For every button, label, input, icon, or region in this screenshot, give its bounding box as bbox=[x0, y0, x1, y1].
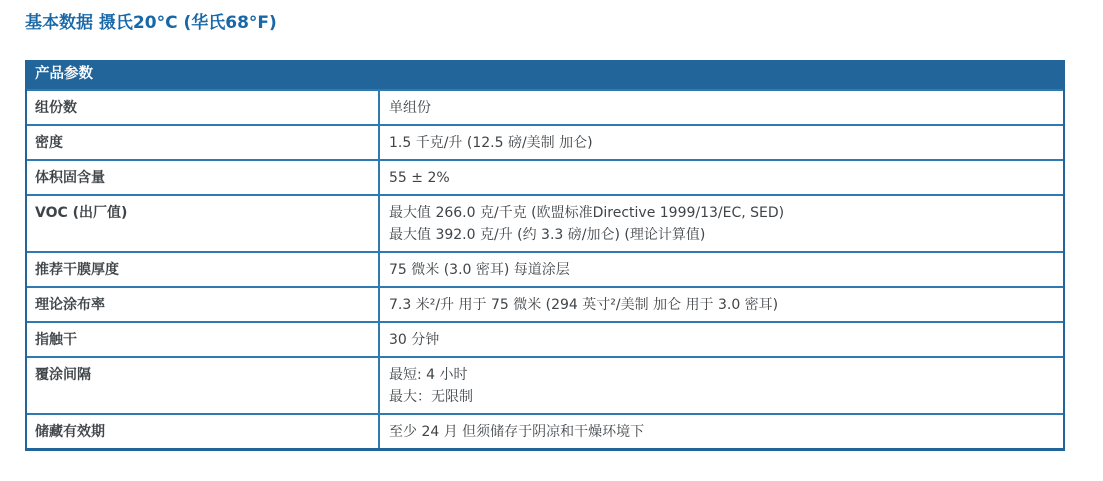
table-row bbox=[27, 321, 1063, 356]
value-line: 单组份 bbox=[389, 100, 431, 116]
row-value bbox=[380, 323, 1063, 356]
table-header: 产品参数 bbox=[27, 60, 1063, 89]
value-line: 最大值 392.0 克/升 (约 3.3 磅/加仑) (理论计算值) bbox=[389, 227, 706, 243]
value-line: 至少 24 月 但须储存于阴凉和干燥环境下 bbox=[389, 424, 645, 440]
row-label: 理论涂布率 bbox=[27, 288, 380, 321]
value-line: 最短: 4 小时 bbox=[389, 367, 468, 383]
row-value bbox=[380, 126, 1063, 159]
row-label: 密度 bbox=[27, 126, 380, 159]
table-row bbox=[27, 286, 1063, 321]
value-line: 1.5 千克/升 (12.5 磅/美制 加仑) bbox=[389, 135, 593, 151]
table-row bbox=[27, 413, 1063, 448]
value-line: 55 ± 2% bbox=[389, 170, 450, 186]
row-label: 指触干 bbox=[27, 323, 380, 356]
row-value bbox=[380, 358, 1063, 413]
row-label: 组份数 bbox=[27, 91, 380, 124]
row-label: 覆涂间隔 bbox=[27, 358, 380, 413]
page-title: 基本数据 摄氏20°C (华氏68°F) bbox=[25, 13, 277, 33]
row-value bbox=[380, 91, 1063, 124]
row-label: 体积固含量 bbox=[27, 161, 380, 194]
value-line: 7.3 米²/升 用于 75 微米 (294 英寸²/美制 加仑 用于 3.0 密耳) bbox=[389, 297, 779, 313]
row-value bbox=[380, 196, 1063, 251]
table-row bbox=[27, 251, 1063, 286]
value-line: 最大值 266.0 克/千克 (欧盟标准Directive 1999/13/EC, SED) bbox=[389, 205, 785, 221]
value-line: 75 微米 (3.0 密耳) 每道涂层 bbox=[389, 262, 570, 278]
table-row bbox=[27, 356, 1063, 413]
product-parameters-table bbox=[25, 60, 1065, 451]
row-label: VOC (出厂值) bbox=[27, 196, 380, 251]
table-row bbox=[27, 159, 1063, 194]
row-value bbox=[380, 161, 1063, 194]
row-value bbox=[380, 288, 1063, 321]
table-row bbox=[27, 89, 1063, 124]
table-row bbox=[27, 124, 1063, 159]
row-value bbox=[380, 253, 1063, 286]
value-line: 30 分钟 bbox=[389, 332, 440, 348]
row-value bbox=[380, 415, 1063, 448]
row-label: 推荐干膜厚度 bbox=[27, 253, 380, 286]
row-label: 储藏有效期 bbox=[27, 415, 380, 448]
table-row bbox=[27, 194, 1063, 251]
value-line: 最大：无限制 bbox=[389, 389, 473, 405]
